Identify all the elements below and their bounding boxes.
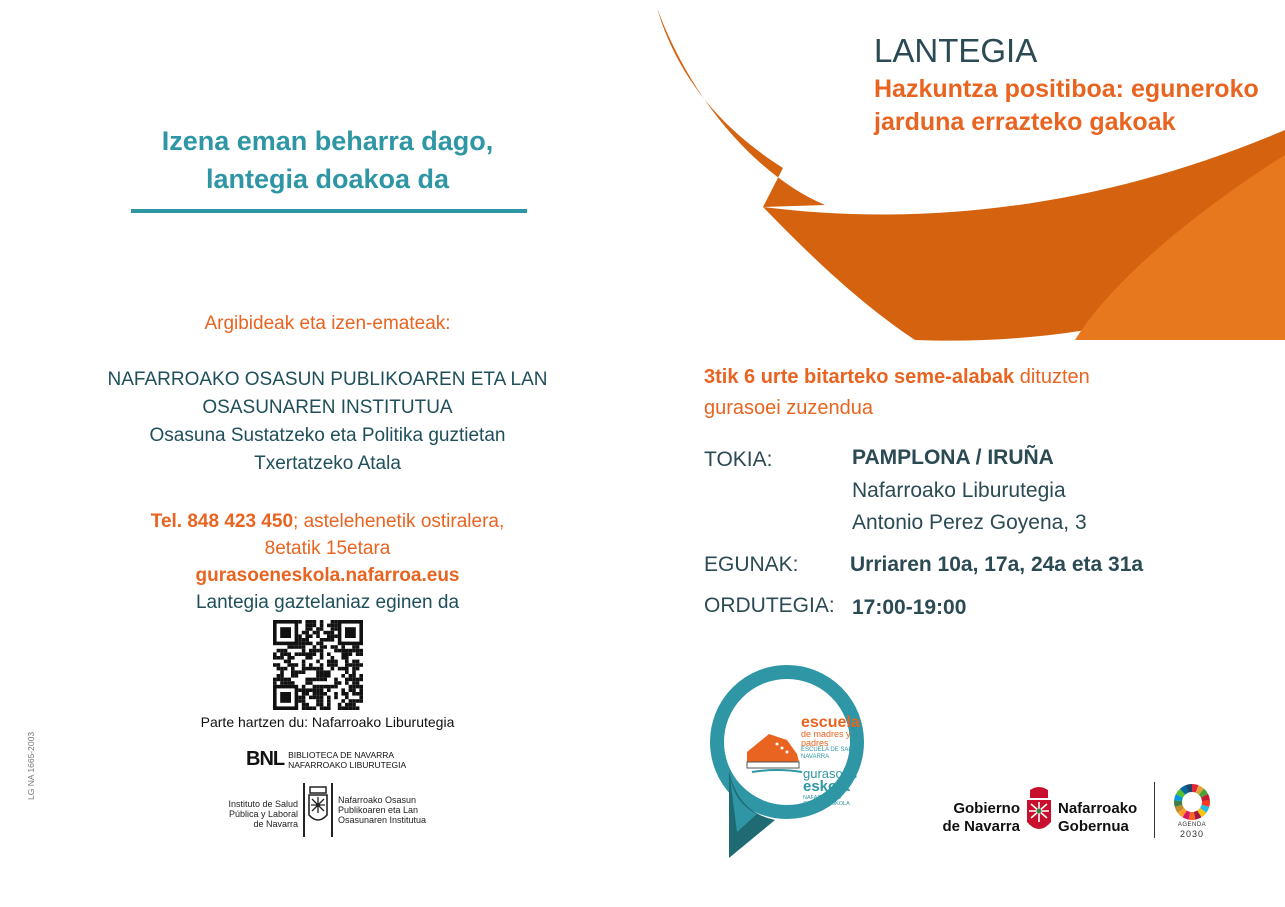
bnl-line-2: NAFARROAKO LIBURUTEGIA (288, 759, 407, 770)
website-link[interactable]: gurasoeneskola.nafarroa.eus (195, 565, 460, 586)
escuela-padres-logo (707, 662, 867, 862)
escuela-salud-line-1: ESCUELA DE SALUD (801, 747, 861, 753)
legal-deposit: LG NA 1665-2003 (26, 731, 36, 800)
escuela-madres (801, 730, 851, 748)
isp-es-line-2: Pública y Laboral (228, 809, 298, 819)
tokia-place: Nafarroako Liburutegia (852, 479, 1066, 502)
ordutegia-label: ORDUTEGIA: (704, 594, 835, 617)
isp-eu-line-3: Osasunaren Institutua (338, 815, 427, 825)
osasun-eskola (803, 795, 850, 807)
institute-line-2: OSASUNAREN INSTITUTUA (202, 397, 453, 418)
logo-divider (1154, 782, 1155, 838)
navarra-coat-of-arms-icon (1024, 786, 1054, 836)
osasun-eskola-line-2: OSASUN ESKOLA (803, 801, 850, 807)
gov-es-line-2: de Navarra (942, 818, 1020, 835)
tokia-address: Antonio Perez Goyena, 3 (852, 511, 1087, 534)
escuela-word: escuela (801, 714, 860, 731)
escuela-madres-line-1: de madres y (801, 729, 851, 739)
qr-code[interactable] (271, 620, 365, 710)
escuela-salud-line-2: NAVARRA (801, 754, 830, 760)
divider-line (131, 209, 527, 213)
egunak-label: EGUNAK: (704, 553, 799, 576)
audience-line-2: gurasoei zuzendua (704, 397, 874, 419)
info-heading: Argibideak eta izen-emateak: (204, 313, 451, 334)
navarra-shield-icon (302, 781, 334, 839)
tokia-label: TOKIA: (704, 448, 773, 471)
bnl-text (288, 750, 406, 770)
isp-basque-name (338, 795, 458, 825)
sdg-wheel-icon (1172, 782, 1212, 822)
isp-navarra-logo (212, 781, 452, 839)
institute-line-1: NAFARROAKO OSASUN PUBLIKOAREN ETA LAN (107, 369, 548, 390)
gov-basque-name (1058, 800, 1158, 836)
gov-es-line-1: Gobierno (953, 800, 1020, 817)
gov-spanish-name (940, 800, 1020, 836)
phone-line (0, 508, 655, 535)
ordutegia-value: 17:00-19:00 (852, 596, 967, 619)
workshop-title-line-1: Hazkuntza positiboa: eguneroko (874, 75, 1259, 103)
registration-notice (0, 122, 655, 198)
bnl-line-1: BIBLIOTECA DE NAVARRA (288, 749, 395, 760)
sneaker-icon (747, 734, 802, 772)
front-panel (655, 0, 1285, 907)
workshop-label: LANTEGIA (874, 32, 1038, 69)
isp-eu-line-1: Nafarroako Osasun (338, 795, 417, 805)
contact-block (0, 508, 655, 616)
isp-eu-line-2: Publikoaren eta Lan (338, 805, 419, 815)
gurasoen-word: gurasoen (803, 766, 858, 781)
workshop-title (874, 73, 1284, 139)
registration-line-1: Izena eman beharra dago, (161, 126, 494, 156)
participates-note: Parte hartzen du: Nafarroako Liburutegia (200, 714, 455, 730)
phone-number[interactable]: Tel. 848 423 450 (150, 511, 294, 532)
agenda-label: AGENDA (1177, 822, 1207, 828)
phone-hours: ; astelehenetik ostiralera, (293, 511, 505, 532)
registration-line-2: lantegia doakoa da (205, 164, 450, 194)
biblioteca-navarra-logo (246, 748, 406, 771)
institute-block (0, 366, 655, 478)
isp-spanish-name (212, 799, 298, 829)
hours-line: 8etatik 15etara (264, 538, 391, 559)
bnl-letters: BNL (246, 748, 285, 770)
gov-eu-line-2: Gobernua (1058, 818, 1129, 835)
tokia-city: PAMPLONA / IRUÑA (852, 446, 1054, 469)
workshop-title-line-2: jarduna errazteko gakoak (874, 108, 1176, 136)
isp-es-line-3: de Navarra (253, 819, 298, 829)
osasun-eskola-line-1: NAFARROAKO (803, 795, 842, 801)
eskola-word: eskola (803, 778, 850, 795)
audience-rest: dituzten (1014, 366, 1090, 388)
audience-bold: 3tik 6 urte bitarteko seme-alabak (704, 366, 1015, 388)
institute-line-4: Txertatzeko Atala (254, 453, 401, 474)
gov-eu-line-1: Nafarroako (1058, 800, 1138, 817)
institute-line-3: Osasuna Sustatzeko eta Politika guztietan (149, 425, 506, 446)
agenda-year: 2030 (1179, 829, 1205, 839)
escuela-salud (801, 747, 860, 761)
speech-bubble-icon (707, 662, 867, 862)
language-note: Lantegia gaztelaniaz eginen da (195, 592, 460, 613)
isp-es-line-1: Instituto de Salud (228, 799, 298, 809)
egunak-value: Urriaren 10a, 17a, 24a eta 31a (850, 553, 1144, 576)
escuela-madres-line-2: padres (801, 738, 829, 748)
gobierno-navarra-logo (940, 780, 1280, 840)
audience-text (704, 362, 1264, 424)
audience-line-1 (704, 362, 1264, 393)
